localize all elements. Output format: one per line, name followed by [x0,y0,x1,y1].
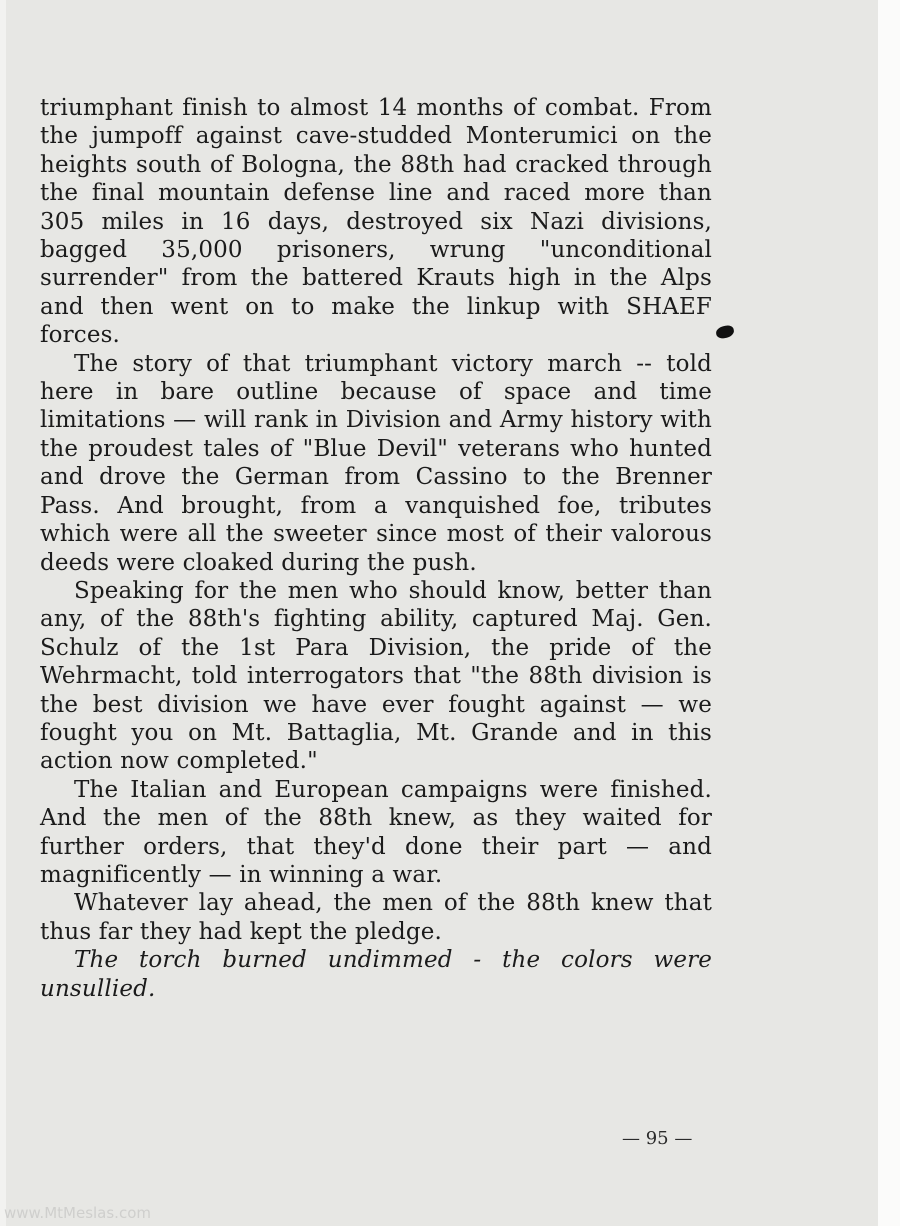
paragraph-3: Speaking for the men who should know, better than any, of the 88th's fighting ability, captured Maj. Gen. Schulz of the 1st Para Division, the pride of the Wehrmacht, told interrogators that "the 88th division is the best division we have ever fought against — we fought you on Mt. Battaglia, Mt. Grande and in this action now completed." [40,577,712,775]
page-right-edge [878,0,900,1226]
closing-paragraph: The torch burned undimmed - the colors were unsullied. [40,947,712,1002]
ink-blot-mark [715,324,735,339]
body-text [40,94,712,1003]
paragraph-2: The story of that triumphant victory march -- told here in bare outline because of space and time limitations — will rank in Division and Army history with the proudest tales of "Blue Devil" veterans who hunted and drove the German from Cassino to the Brenner Pass. And brought, from a vanquished foe, tributes which were all the sweeter since most of their valorous deeds were cloaked during the push. [40,350,712,576]
watermark-text: www.MtMeslas.com [4,1204,151,1222]
paragraph-5: Whatever lay ahead, the men of the 88th knew that thus far they had kept the pledge. [40,890,712,945]
paragraph-4: The Italian and European campaigns were finished. And the men of the 88th knew, as they waited for further orders, that they'd done their part — and magnificently — in winning a war. [40,776,712,888]
page-number: — 95 — [622,1128,693,1149]
page-left-edge [0,0,6,1226]
paragraph-1: triumphant finish to almost 14 months of combat. From the jumpoff against cave-studded Monterumici on the heights south of Bologna, the 88th had cracked through the final mountain defense line and raced more than 305 miles in 16 days, destroyed six Nazi divisions, bagged 35,000 prisoners, wrung "unconditional surrender" from the battered Krauts high in the Alps and then went on to make the linkup with SHAEF forces. [40,95,712,349]
